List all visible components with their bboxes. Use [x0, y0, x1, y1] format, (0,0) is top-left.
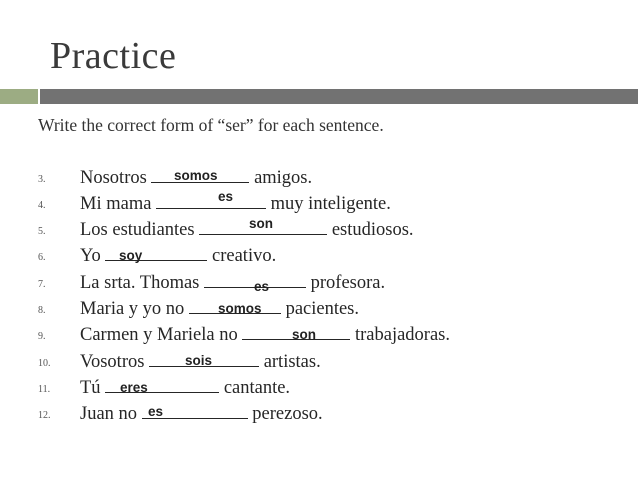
answer-text: somos [174, 168, 218, 183]
item-number: 11. [38, 384, 51, 395]
list-item [38, 167, 638, 193]
answer-text: es [148, 404, 164, 419]
list-item [38, 245, 638, 271]
sentence-after: pacientes. [280, 299, 360, 319]
answer-text: somos [218, 301, 262, 316]
list-item [38, 272, 638, 298]
sentence-before: Mi mama [80, 194, 157, 214]
list-item [38, 403, 638, 429]
item-number: 9. [38, 331, 46, 342]
answer-text: es [254, 279, 270, 294]
sentence-after: perezoso. [247, 404, 323, 424]
sentence-after: creativo. [207, 246, 277, 266]
answer-text: es [218, 189, 234, 204]
sentence-before: Vosotros [80, 352, 150, 372]
sentence-after: cantante. [219, 378, 291, 398]
accent-bar [0, 89, 38, 104]
item-number: 6. [38, 252, 46, 263]
sentence-before: Nosotros [80, 168, 152, 188]
answer-text: soy [119, 248, 143, 263]
sentence-before: Carmen y Mariela no [80, 325, 243, 345]
sentence-after: trabajadoras. [350, 325, 450, 345]
item-number: 8. [38, 305, 46, 316]
sentence-before: Juan no [80, 404, 142, 424]
list-item [38, 377, 638, 403]
sentence-after: artistas. [259, 352, 321, 372]
list-item [38, 298, 638, 324]
sentence-after: profesora. [306, 273, 386, 293]
sentence-before: Los estudiantes [80, 220, 200, 240]
sentence-after: estudiosos. [327, 220, 414, 240]
sentence-before: Maria y yo no [80, 299, 189, 319]
item-number: 4. [38, 200, 46, 211]
page-title: Practice [50, 35, 177, 77]
answer-text: son [249, 216, 274, 231]
list-item [38, 189, 638, 219]
item-number: 7. [38, 279, 46, 290]
sentence-before: La srta. Thomas [80, 273, 204, 293]
answer-text: sois [185, 353, 213, 368]
item-number: 12. [38, 410, 51, 421]
sentence-before: Yo [80, 246, 106, 266]
item-number: 5. [38, 226, 46, 237]
answer-text: eres [120, 380, 148, 395]
list-item [38, 324, 638, 350]
sentence-before: Tú [80, 378, 106, 398]
list-item [38, 216, 638, 245]
answer-text: son [292, 327, 317, 342]
instruction-text: Write the correct form of “ser” for each sentence. [38, 115, 384, 135]
item-number: 3. [38, 174, 46, 185]
item-number: 10. [38, 358, 51, 369]
answer-blank[interactable] [156, 193, 266, 209]
sentence-after: amigos. [249, 168, 313, 188]
list-item [38, 351, 638, 377]
sentence-after: muy inteligente. [266, 194, 391, 214]
title-divider-bar [40, 89, 638, 104]
